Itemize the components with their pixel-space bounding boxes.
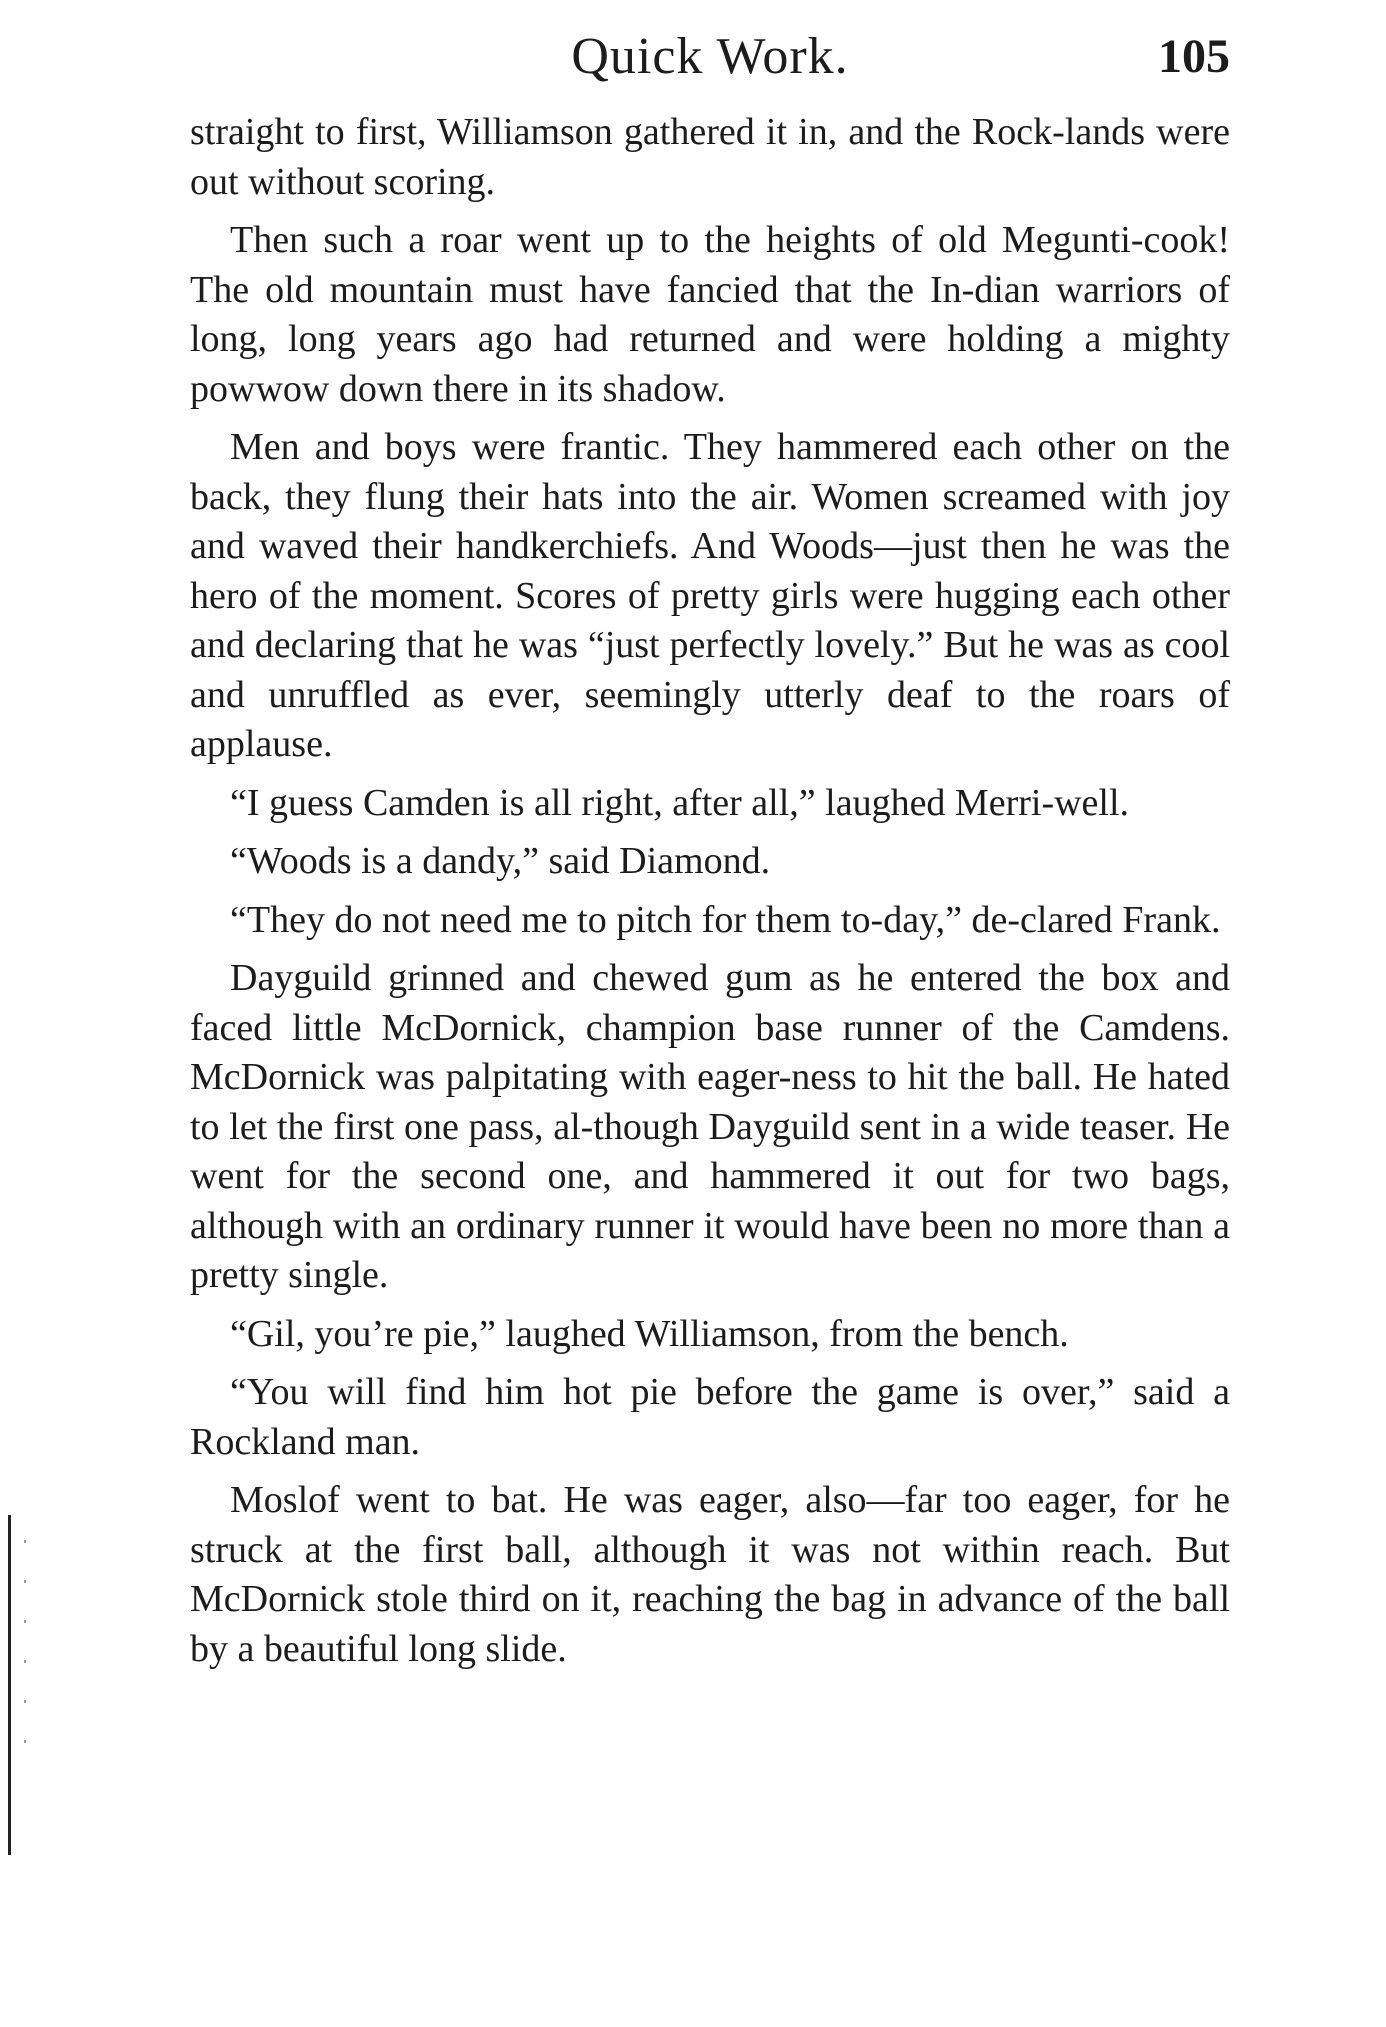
paragraph: Men and boys were frantic. They hammered each other on the back, they flung their hats into the air. Women screamed with joy and waved their handkerchiefs. And Woods—just then he was the hero of the moment. Scores of pretty girls were hugging each other and declaring that he was “just perfectly lovely.” But he was as cool and unruffled as ever, seemingly utterly deaf to the roars of applause. xyxy=(190,426,1230,765)
body-text xyxy=(190,108,1230,1683)
paragraph: “Woods is a dandy,” said Diamond. xyxy=(230,840,771,882)
paragraph: Moslof went to bat. He was eager, also—far too eager, for he struck at the first ball, although it was not within reach. But McDornick stole third on it, reaching the bag in advance of the ball by a beautiful long slide. xyxy=(190,1479,1230,1670)
paragraph: “Gil, you’re pie,” laughed Williamson, from the bench. xyxy=(230,1312,1069,1355)
paragraph: straight to first, Williamson gathered it in, and the Rock-lands were out without scoring. xyxy=(190,111,1230,203)
paragraph: Dayguild grinned and chewed gum as he entered the box and faced little McDornick, champion base runner of the Camdens. McDornick was palpitating with eager-ness to hit the ball. He hated to let the first one pass, al-though Dayguild sent in a wide teaser. He went for the second one, and hammered it out for two bags, although with an ordinary runner it would have been no more than a pretty single. xyxy=(190,957,1230,1296)
page-edge-shadow xyxy=(8,1515,11,1855)
page-number: 105 xyxy=(1158,30,1230,83)
paragraph: “You will find him hot pie before the game is over,” said a Rockland man. xyxy=(190,1371,1230,1463)
paragraph: Then such a roar went up to the heights of old Megunti-cook! The old mountain must have fancied that the In-dian warriors of long, long years ago had returned and were holding a mighty powwow down there in its shadow. xyxy=(190,219,1230,410)
paragraph: “I guess Camden is all right, after all,” laughed Merri-well. xyxy=(230,781,1130,824)
paragraph: “They do not need me to pitch for them to-day,” de-clared Frank. xyxy=(230,898,1221,941)
page-header xyxy=(190,22,1230,92)
running-title: Quick Work. xyxy=(571,28,849,85)
page-edge-marks xyxy=(24,1540,26,1780)
